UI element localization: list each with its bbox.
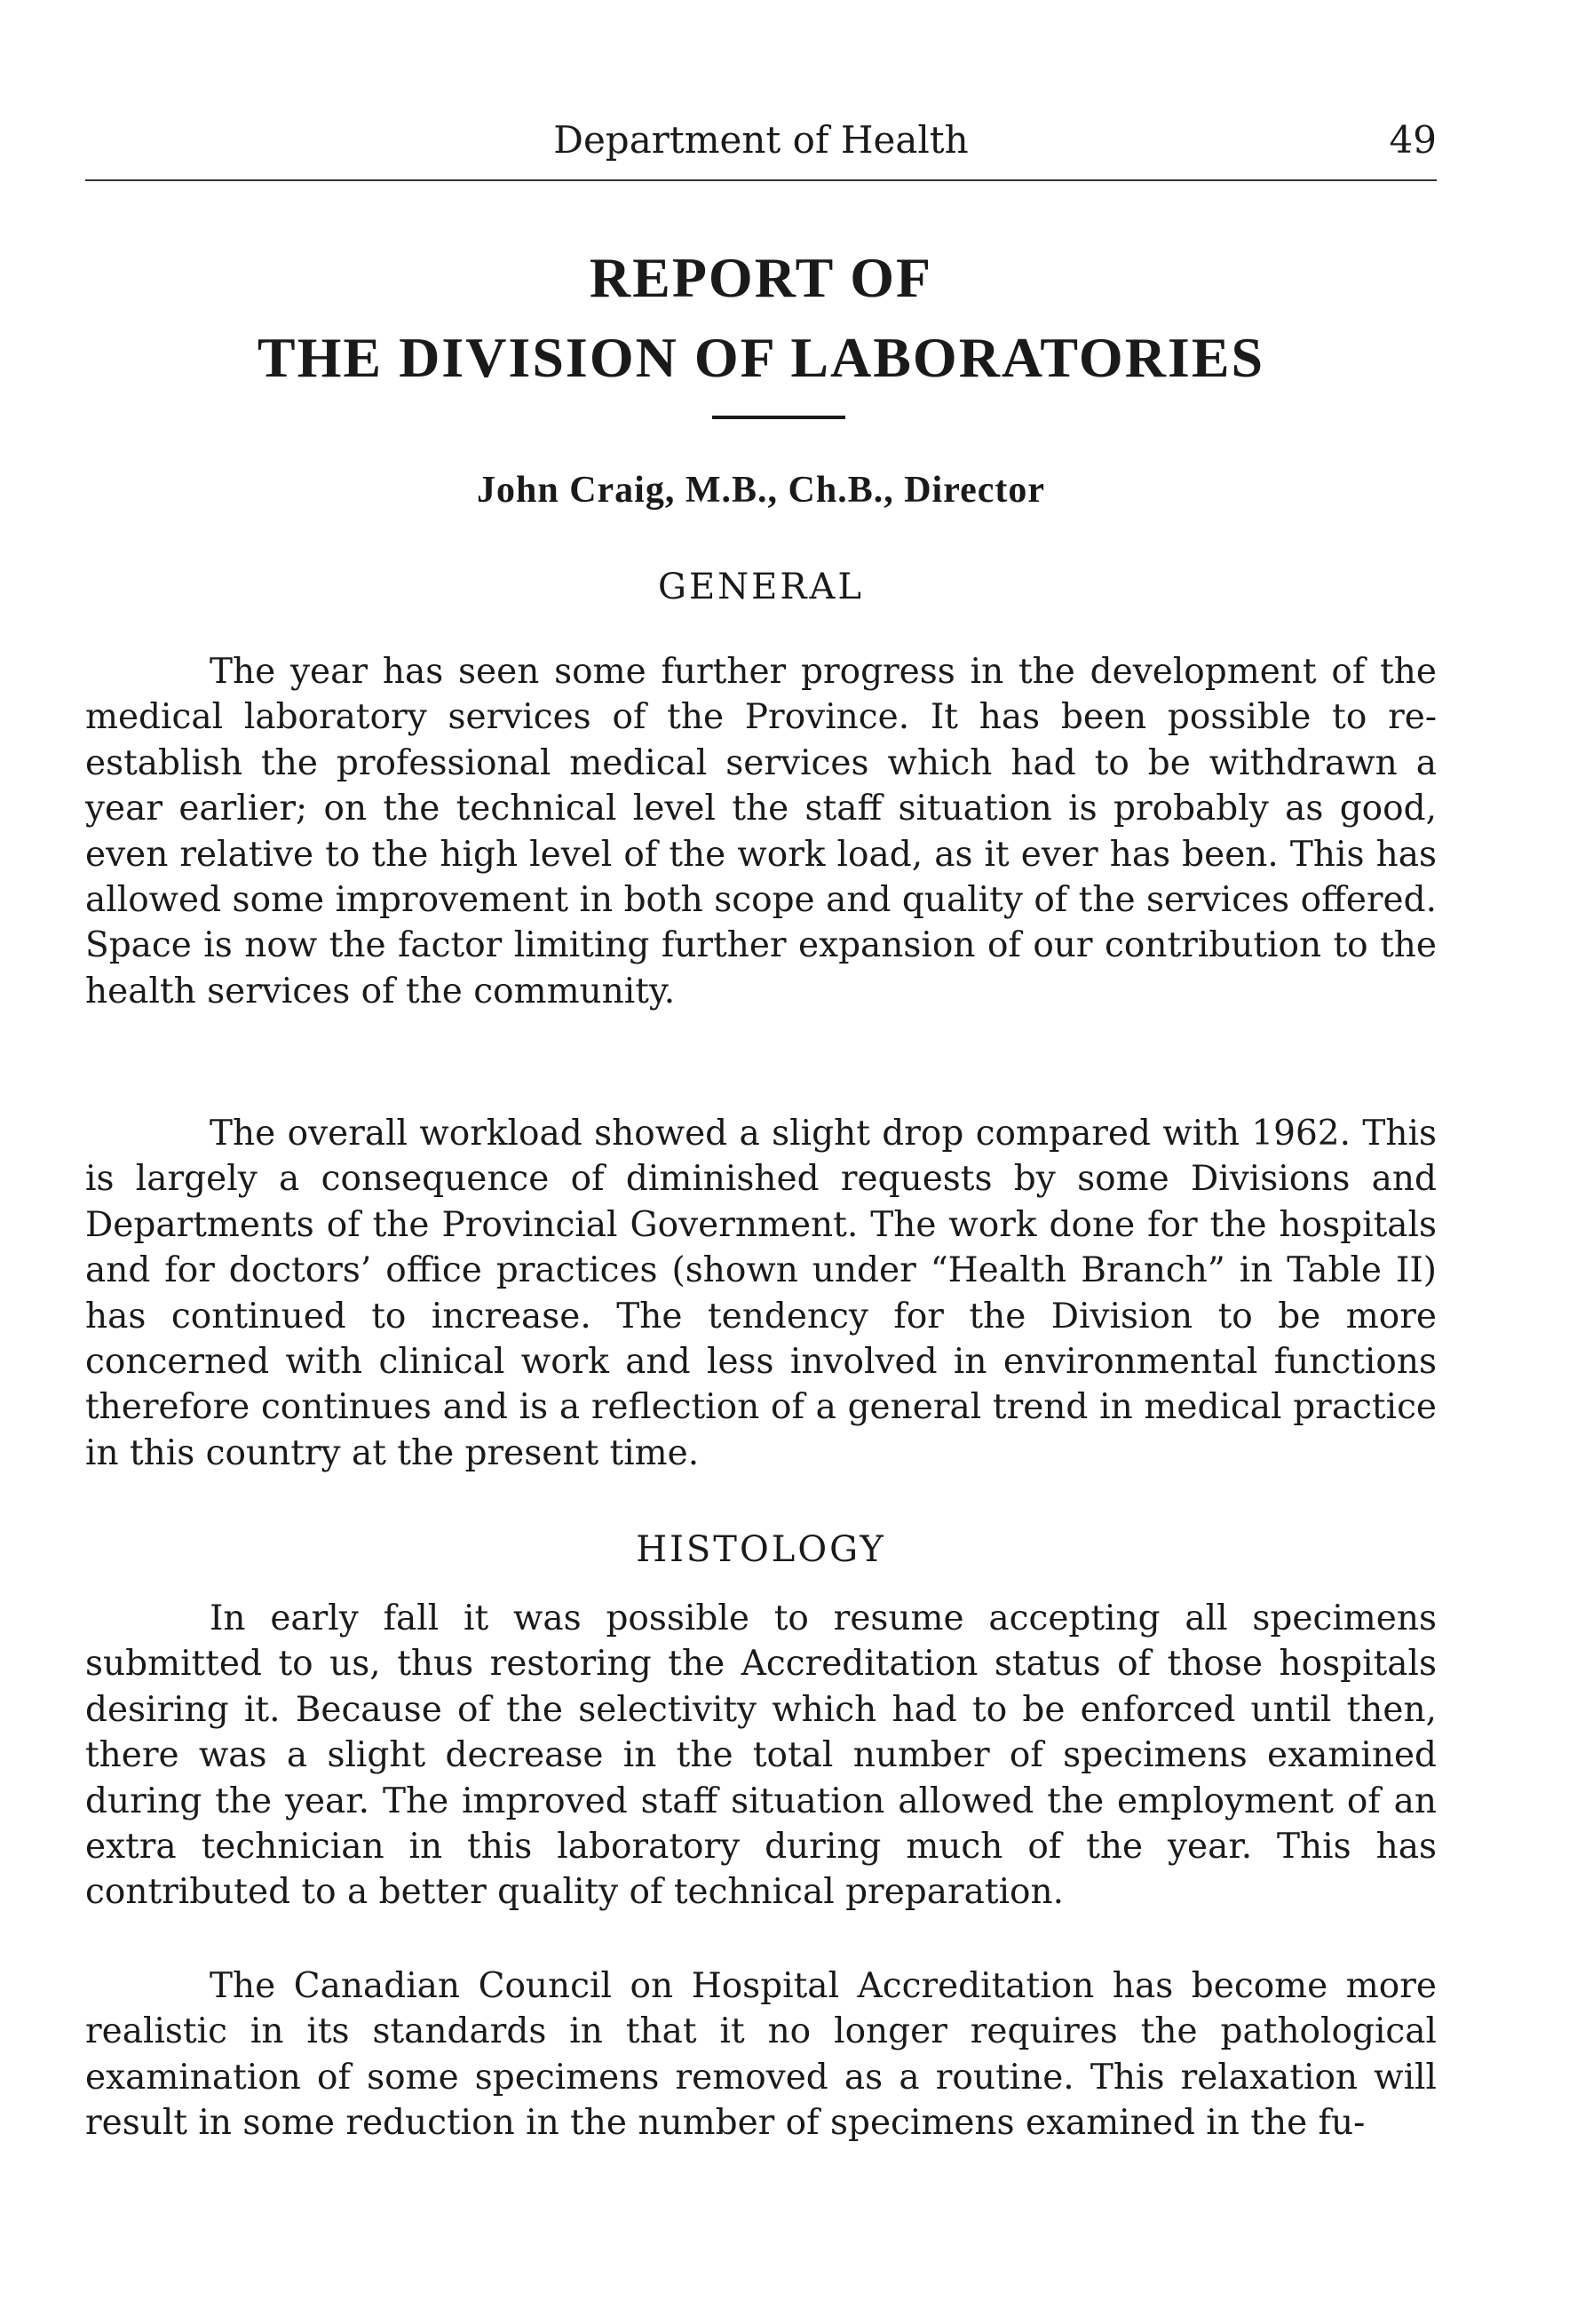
section-heading-general: GENERAL	[658, 567, 864, 607]
title-rule	[712, 416, 845, 419]
paragraph-text: The overall workload showed a slight drop compared with 1962. This is largely a consequence of diminished requests by some Divisions and Departments of the Provincial Government. The work done for the hospitals and for doctors’ office practices (shown under “Health Branch” in Table II) has continued to increase. The tendency for the Division to be more concerned with clinical work and less involved in environmental functions therefore continues and is a reflection of a general trend in medical practice in this country at the present time.	[85, 1114, 1437, 1473]
paragraph-general-1	[85, 649, 1437, 1014]
paragraph-histology-2	[85, 1963, 1437, 2146]
paragraph-text: The Canadian Council on Hospital Accreditation has become more realistic in its standards in that it no longer requires the pathological examination of some specimens removed as a routine. This relaxation will result in some reduction in the number of specimens examined in the fu-	[85, 1966, 1437, 2144]
paragraph-histology-1	[85, 1596, 1437, 1916]
report-title-line-2: THE DIVISION OF LABORATORIES	[257, 326, 1265, 389]
page-number: 49	[1389, 118, 1437, 162]
report-title-line-1: REPORT OF	[589, 246, 933, 309]
header-rule	[85, 179, 1437, 181]
paragraph-general-2	[85, 1111, 1437, 1476]
author-line: John Craig, M.B., Ch.B., Director	[476, 470, 1045, 511]
paragraph-text: The year has seen some further progress in the development of the medical laboratory services of the Province. It has been possible to re-establish the professional medical services which had to be withdrawn a year earlier; on the technical level the staff situation is probably as good, even relative to the high level of the work load, as it ever has been. This has allowed some improvement in both scope and quality of the services offered. Space is now the factor limiting further expansion of our contribution to the health services of the community.	[85, 652, 1437, 1011]
running-header	[85, 114, 1437, 167]
paragraph-text: In early fall it was possible to resume accepting all specimens submitted to us, thus restoring the Accreditation status of those hospitals desiring it. Because of the selectivity which had to be enforced until then, there was a slight decrease in the total number of specimens examined during the year. The improved staff situation allowed the employment of an extra technician in this laboratory during much of the year. This has contributed to a better quality of technical preparation.	[85, 1598, 1437, 1913]
running-title: Department of Health	[553, 118, 969, 162]
section-heading-histology: HISTOLOGY	[636, 1529, 886, 1570]
